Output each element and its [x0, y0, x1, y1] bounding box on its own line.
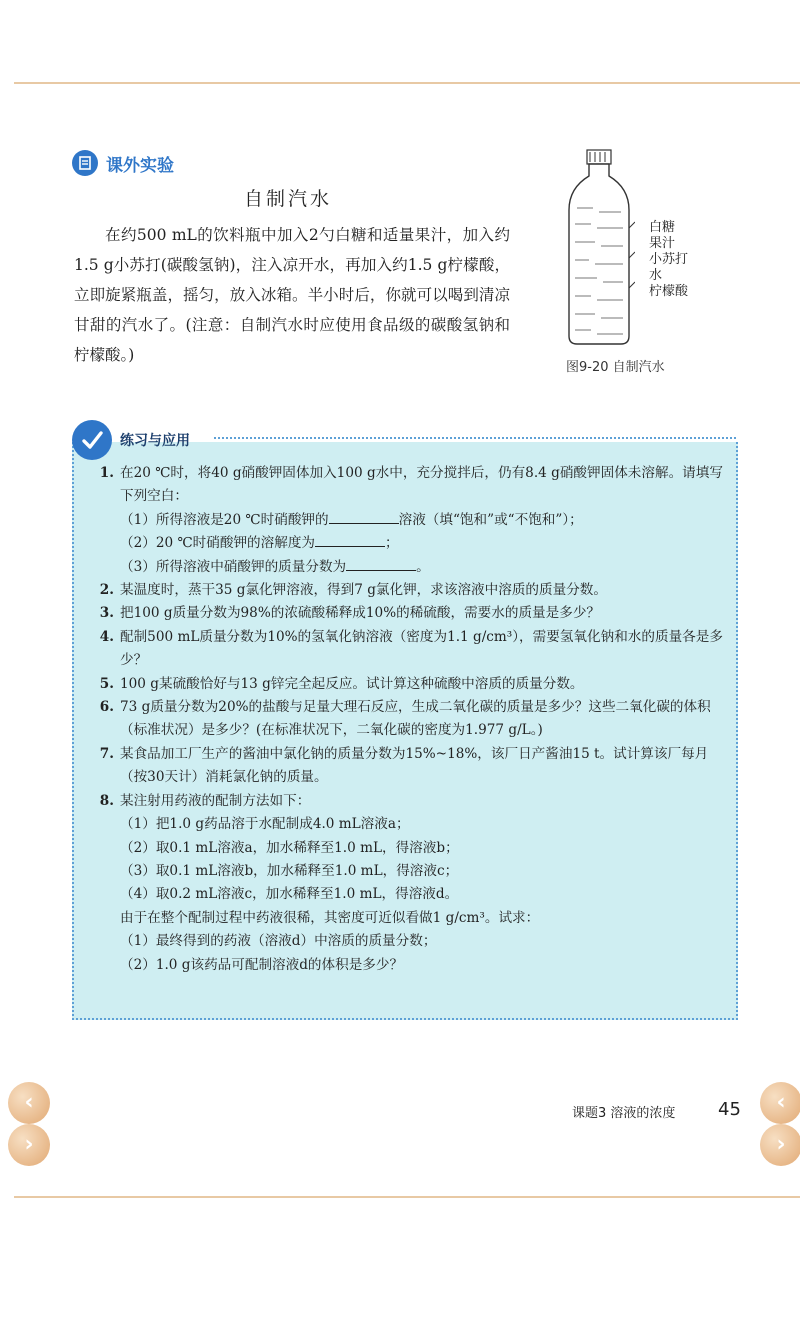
question-8-line-4: （4）取0.2 mL溶液c，加水稀释至1.0 mL，得溶液d。 — [120, 886, 459, 903]
bottle-illustration — [563, 148, 635, 348]
answer-blank[interactable] — [329, 509, 399, 524]
question-7: 7. 某食品加工厂生产的酱油中氯化钠的质量分数为15%~18%，该厂日产酱油15 t。试计算该厂每月（按30天计）消耗氯化钠的质量。 — [99, 745, 709, 786]
answer-blank[interactable] — [315, 532, 385, 547]
question-6: 6. 73 g质量分数为20%的盐酸与足量大理石反应，生成二氧化碳的质量是多少？这些二氧化碳的体积（标准状况）是多少？(在标准状况下，二氧化碳的密度为1.977 g/L。) — [99, 699, 711, 739]
question-8-line-5: 由于在整个配制过程中药液很稀，其密度可近似看做1 g/cm³。试求： — [120, 909, 540, 926]
question-8-line-1: （1）把1.0 g药品溶于水配制成4.0 mL溶液a； — [120, 816, 410, 833]
exercise-dotted-rule — [214, 437, 736, 439]
chevron-left-icon: ‹ — [24, 1090, 34, 1115]
question-1-sub-1: （1）所得溶液是20 ℃时硝酸钾的 溶液（填“饱和”或“不饱和”）； — [86, 509, 726, 532]
answer-blank[interactable] — [346, 556, 416, 571]
chapter-label: 课题3 溶液的浓度 — [572, 1106, 676, 1121]
question-3: 3. 把100 g质量分数为98%的浓硫酸稀释成10%的稀硫酸，需要水的质量是多少？ — [99, 605, 601, 622]
label-citric-acid: 柠檬酸 — [649, 284, 689, 299]
page-number: 45 — [718, 1099, 741, 1120]
question-8-line-6: （1）最终得到的药液（溶液d）中溶质的质量分数； — [120, 933, 437, 950]
question-list — [86, 462, 726, 977]
exercise-heading — [72, 420, 190, 460]
prev-page-button[interactable] — [8, 1082, 50, 1124]
question-8-line-2: （2）取0.1 mL溶液a，加水稀释至1.0 mL，得溶液b； — [120, 839, 459, 856]
check-icon — [72, 420, 112, 460]
question-1-sub-2: （2）20 ℃时硝酸钾的溶解度为 ； — [86, 532, 726, 555]
question-4: 4. 配制500 mL质量分数为10%的氢氧化钠溶液（密度为1.1 g/cm³），需要氢氧化钠和水的质量各是多少？ — [99, 628, 723, 669]
experiment-title: 自制汽水 — [244, 188, 333, 210]
question-1: 1. 在20 ℃时，将40 g硝酸钾固体加入100 g水中，充分搅拌后，仍有8.4 g硝酸钾固体未溶解。请填写下列空白： — [99, 465, 723, 505]
question-1-sub-3: （3）所得溶液中硝酸钾的质量分数为 。 — [86, 556, 726, 579]
label-sugar: 白糖 — [649, 220, 676, 235]
question-8: 8. 某注射用药液的配制方法如下： — [99, 792, 311, 809]
label-water: 水 — [649, 268, 663, 283]
next-page-button[interactable] — [8, 1124, 50, 1166]
prev-page-button-right[interactable] — [760, 1082, 800, 1124]
chevron-left-icon: ‹ — [776, 1090, 786, 1115]
figure-caption: 图9-20 自制汽水 — [566, 360, 665, 375]
question-2: 2. 某温度时，蒸干35 g氯化钾溶液，得到7 g氯化钾，求该溶液中溶质的质量分数。 — [99, 582, 607, 599]
section-heading — [72, 150, 174, 176]
bottom-divider — [14, 1196, 800, 1198]
question-5: 5. 100 g某硫酸恰好与13 g锌完全起反应。试计算这种硫酸中溶质的质量分数。 — [99, 675, 584, 692]
exercise-title: 练习与应用 — [120, 433, 190, 449]
next-page-button-right[interactable] — [760, 1124, 800, 1166]
notebook-icon — [72, 150, 98, 176]
question-8-line-7: （2）1.0 g该药品可配制溶液d的体积是多少？ — [120, 956, 404, 973]
experiment-body: 在约500 mL的饮料瓶中加入2勺白糖和适量果汁，加入约1.5 g小苏打(碳酸氢钠)，注入凉开水，再加入约1.5 g柠檬酸，立即旋紧瓶盖，摇匀，放入冰箱。半小时后，你就可以喝到清凉甘甜的汽水了。(注意：自制汽水时应使用食品级的碳酸氢钠和柠檬酸。) — [74, 226, 510, 364]
chevron-right-icon: › — [776, 1132, 786, 1157]
section-title: 课外实验 — [106, 155, 174, 176]
question-8-line-3: （3）取0.1 mL溶液b，加水稀释至1.0 mL，得溶液c； — [120, 862, 459, 879]
label-baking-soda: 小苏打 — [649, 252, 689, 267]
top-divider — [14, 82, 800, 84]
label-juice: 果汁 — [649, 236, 676, 251]
bottle-labels — [649, 220, 688, 300]
chevron-right-icon: › — [24, 1132, 34, 1157]
